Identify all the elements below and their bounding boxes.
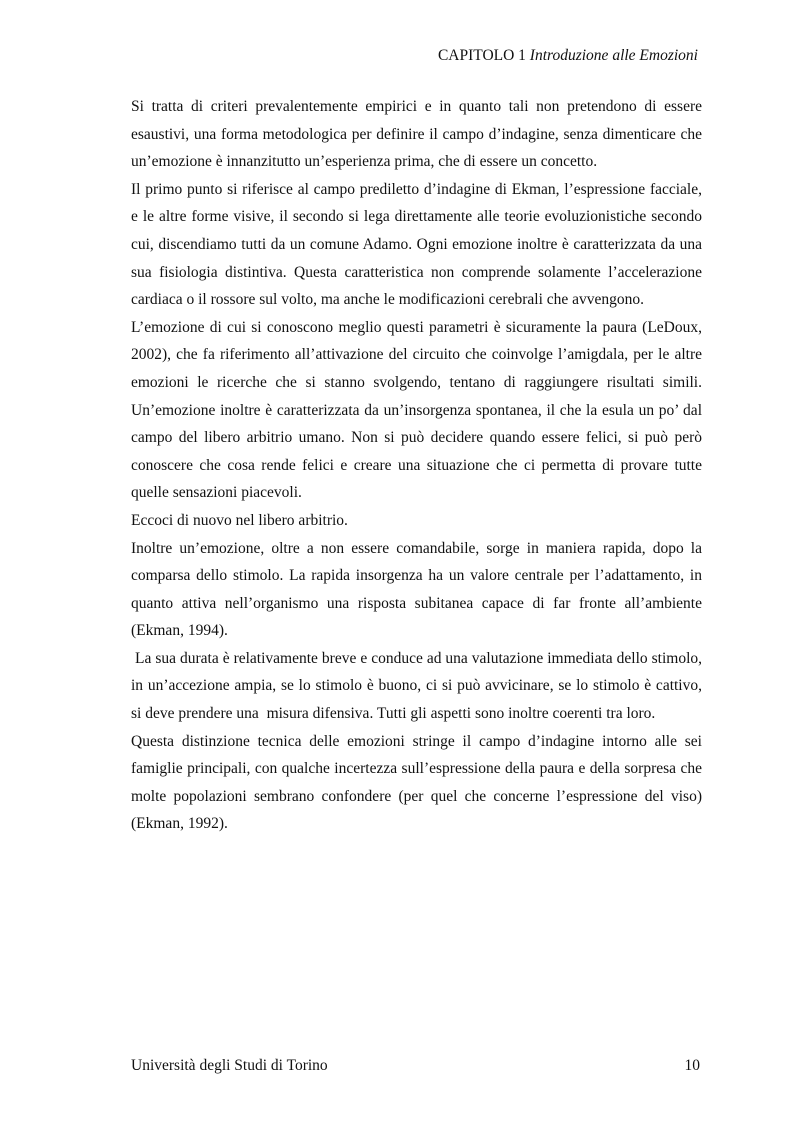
chapter-label: CAPITOLO 1	[437, 47, 526, 64]
paragraph-6: La sua durata è relativamente breve e conduce ad una valutazione immediata dello stimolo, in un’accezione ampia, se lo stimolo è buono, ci si può avvicinare, se lo stimolo è cattivo, si deve prendere una misura difensiva. Tutti gli aspetti sono inoltre coerenti tra loro.	[131, 649, 710, 723]
paragraph-4: Eccoci di nuovo nel libero arbitrio.	[131, 511, 348, 529]
running-header	[438, 47, 698, 65]
paragraph-5: Inoltre un’emozione, oltre a non essere comandabile, sorge in maniera rapida, dopo la comparsa dello stimolo. La rapida insorgenza ha un valore centrale per l’adattamento, in quanto attiva nell’organismo una risposta subitanea capace di far fronte all’ambiente (Ekman, 1994).	[131, 539, 702, 640]
chapter-title: Introduzione alle Emozioni	[529, 47, 698, 64]
body-text	[131, 93, 710, 838]
paragraph-3: L’emozione di cui si conoscono meglio questi parametri è sicuramente la paura (LeDoux, 2002), che fa riferimento all’attivazione del circuito che coinvolge l’amigdala, per le altre emozioni le ricerche che si stanno svolgendo, tentano di raggiungere risultati simili. Un’emozione inoltre è caratterizzata da un’insorgenza spontanea, il che la esula un po’ dal campo del libero arbitrio umano. Non si può decidere quando essere felici, si può però conoscere che cosa rende felici e creare una situazione che ci permetta di provare tutte quelle sensazioni piacevoli.	[131, 318, 702, 502]
page-number: 10	[684, 1057, 700, 1074]
paragraph-1: Si tratta di criteri prevalentemente empirici e in quanto tali non pretendono di essere esaustivi, una forma metodologica per definire il campo d’indagine, senza dimenticare che un’emozione è innanzitutto un’esperienza prima, che di essere un concetto.	[131, 98, 702, 171]
paragraph-7: Questa distinzione tecnica delle emozioni stringe il campo d’indagine intorno alle sei famiglie principali, con qualche incertezza sull’espressione della paura e della sorpresa che molte popolazioni sembrano confondere (per quel che concerne l’espressione del viso) (Ekman, 1992).	[131, 732, 702, 833]
footer-institution: Università degli Studi di Torino	[131, 1057, 328, 1074]
paragraph-2: Il primo punto si riferisce al campo prediletto d’indagine di Ekman, l’espressione facciale, e le altre forme visive, il secondo si lega direttamente alle teorie evoluzionistiche secondo cui, discendiamo tutti da un comune Adamo. Ogni emozione inoltre è caratterizzata da una sua fisiologia distintiva. Questa caratteristica non comprende solamente l’accelerazione cardiaca o il rossore sul volto, ma anche le modificazioni cerebrali che avvengono.	[131, 180, 702, 309]
